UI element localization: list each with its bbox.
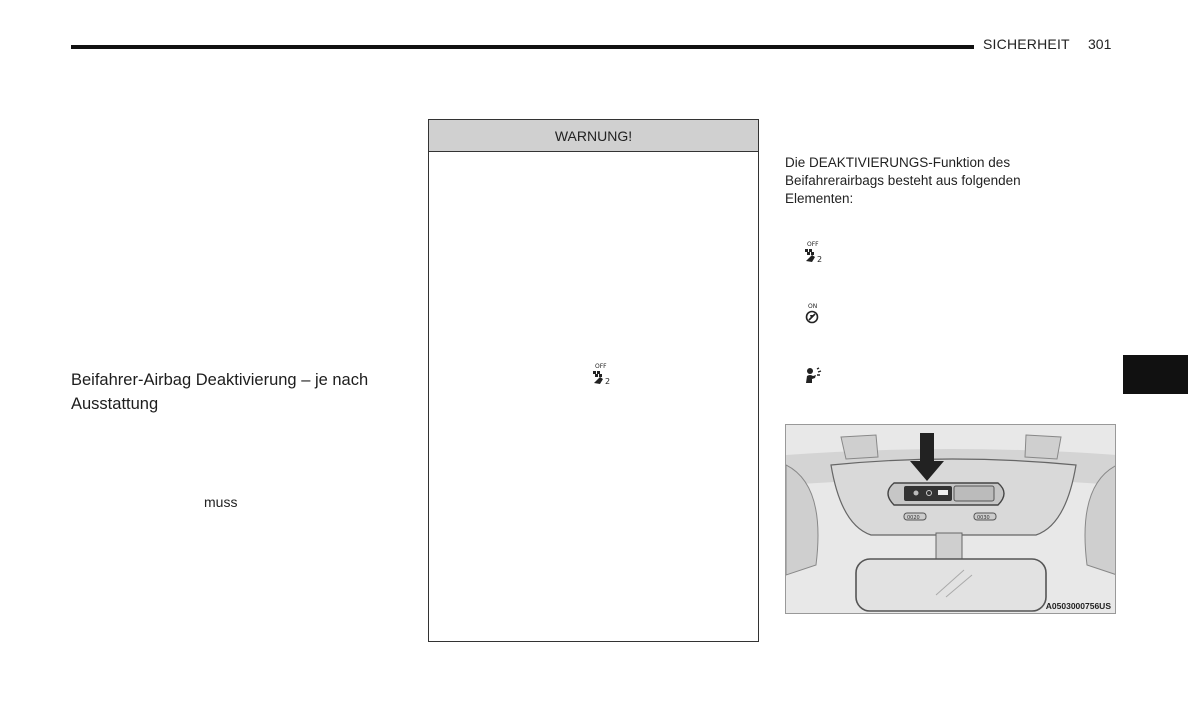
- intro-text: Die DEAKTIVIERUNGS-Funktion des Beifahrerairbags besteht aus folgenden Elementen:: [785, 155, 1021, 206]
- chapter-tab: [1123, 355, 1188, 394]
- airbag-off-label: OFF: [807, 241, 819, 248]
- overhead-console-figure: [785, 424, 1116, 614]
- airbag-off-icon-label: OFF: [595, 363, 607, 370]
- header-section-title: SICHERHEIT: [983, 36, 1070, 52]
- airbag-off-icon: [591, 362, 613, 386]
- airbag-off-icon: [803, 240, 825, 264]
- overhead-console-illustration: [786, 425, 1116, 614]
- switch-label-right: 0030: [977, 515, 990, 521]
- figure-code: A0503000756US: [1045, 601, 1111, 611]
- section-heading: Beifahrer-Airbag Deaktivierung – je nach Ausstattung: [71, 371, 369, 413]
- warning-title: WARNUNG!: [429, 120, 758, 152]
- switch-label-left: 0020: [907, 515, 920, 521]
- header-rule: [71, 45, 974, 49]
- svg-text:2: 2: [605, 377, 611, 386]
- passenger-airbag-icon: [803, 366, 825, 386]
- warning-box: [428, 119, 759, 642]
- airbag-on-label: ON: [808, 303, 818, 310]
- svg-text:2: 2: [817, 255, 823, 264]
- page-number: 301: [1088, 36, 1112, 52]
- airbag-on-icon: [803, 302, 825, 326]
- text-fragment: muss: [204, 494, 238, 510]
